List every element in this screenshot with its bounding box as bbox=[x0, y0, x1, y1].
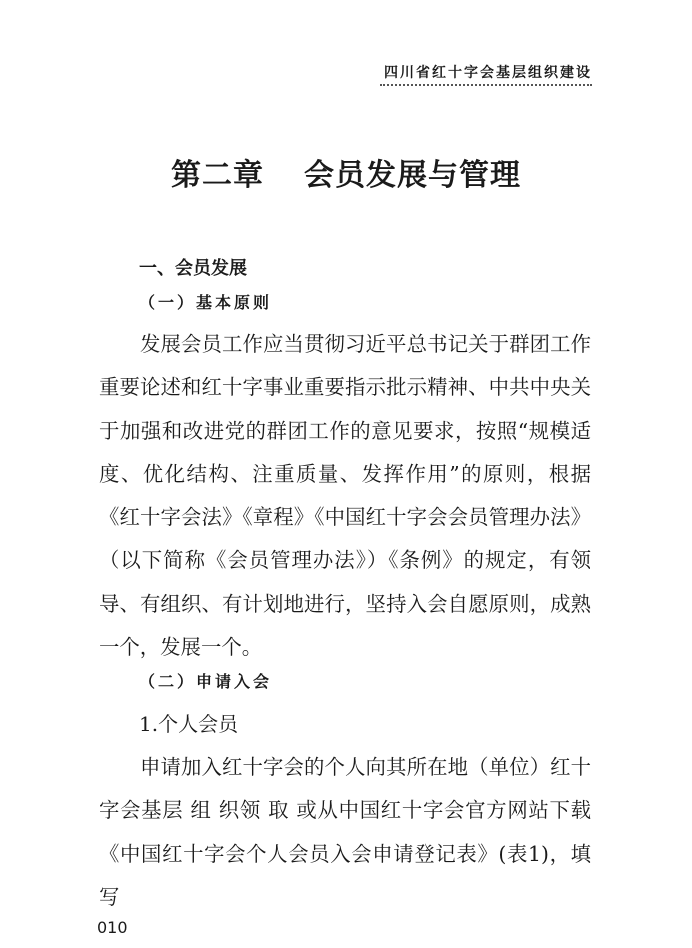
page-number: 010 bbox=[97, 918, 128, 937]
running-header: 四川省红十字会基层组织建设 bbox=[384, 65, 592, 81]
item-heading-individual-member: 1.个人会员 bbox=[139, 712, 239, 736]
body-paragraph-principles: 发展会员工作应当贯彻习近平总书记关于群团工作重要论述和红十字事业重要指示批示精神、中共中央关于加强和改进党的群团工作的意见要求，按照“规模适度、优化结构、注重质量、发挥作用”的原则，根据《红十字会法》《章程》《中国红十字会会员管理办法》（以下简称《会员管理办法》）《条例》的规定，有领导、有组织、有计划地进行，坚持入会自愿原则，成熟一个，发展一个。 bbox=[99, 332, 591, 660]
section-heading: 一、会员发展 bbox=[139, 258, 247, 279]
subsection-heading-principles: （一）基本原则 bbox=[139, 293, 273, 312]
body-paragraph-individual-member: 申请加入红十字会的个人向其所在地（单位）红十字会基层 组 织领 取 或从中国红十字会官方网站下载《中国红十字会个人会员入会申请登记表》(表1)，填写 bbox=[99, 755, 591, 909]
chapter-title bbox=[0, 150, 692, 194]
header-dotted-rule bbox=[380, 84, 592, 86]
chapter-name: 会员发展与管理 bbox=[304, 158, 521, 193]
subsection-heading-application: （二）申请入会 bbox=[139, 672, 273, 691]
chapter-number: 第二章 bbox=[171, 158, 264, 193]
